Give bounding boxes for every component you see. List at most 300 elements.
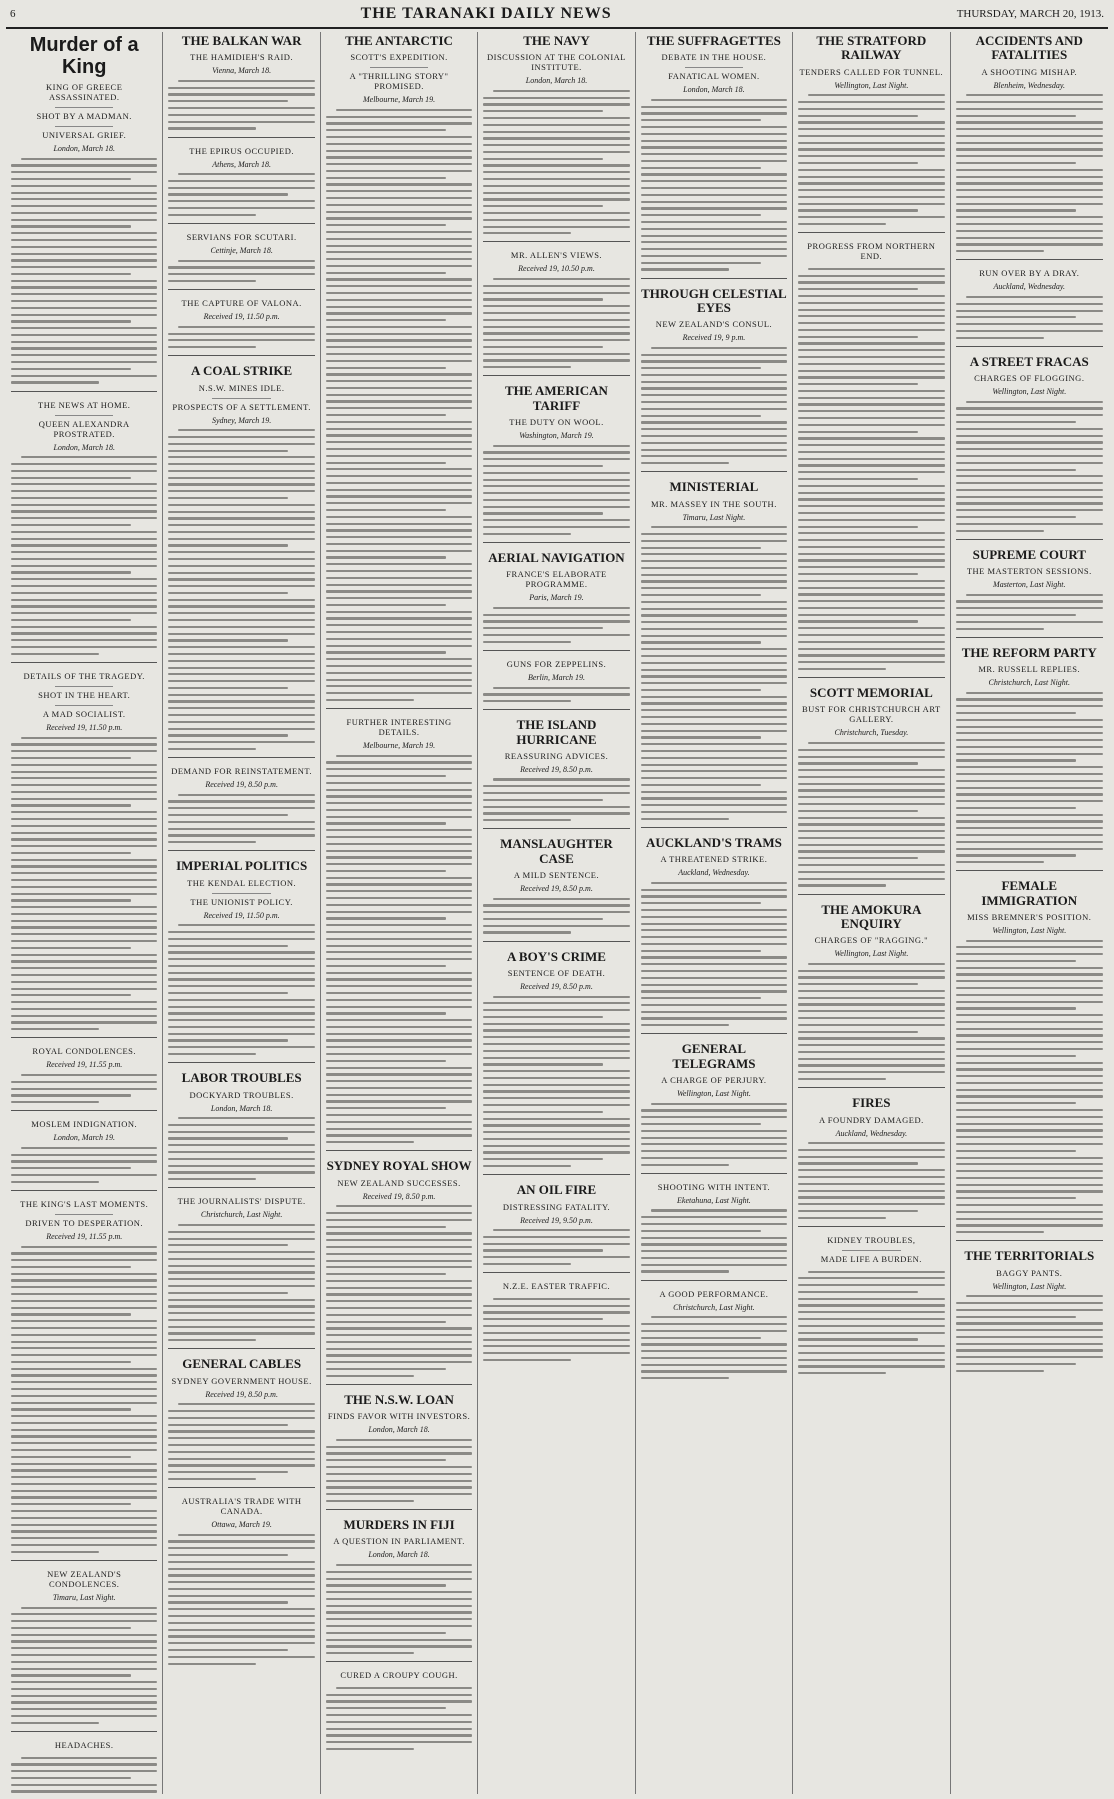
text-line <box>11 571 131 573</box>
text-line <box>641 428 787 430</box>
text-line <box>641 173 787 175</box>
text-line <box>798 223 886 225</box>
text-line <box>11 1770 157 1772</box>
article-subheading: N.S.W. MINES IDLE. <box>198 382 285 393</box>
article <box>483 650 629 702</box>
text-line <box>483 911 629 913</box>
text-line <box>11 1490 157 1492</box>
text-line <box>11 1503 131 1505</box>
article-dateline: Auckland, Wednesday. <box>835 1128 908 1138</box>
article-subheading: A SHOOTING MISHAP. <box>981 66 1078 77</box>
text-line <box>11 1259 157 1261</box>
column-6 <box>793 32 950 1794</box>
text-line <box>326 1121 472 1123</box>
text-line <box>956 1349 1103 1351</box>
text-line <box>798 1064 944 1066</box>
text-line <box>11 178 131 180</box>
text-line <box>641 743 787 745</box>
text-line <box>798 1365 944 1367</box>
text-line <box>326 1734 472 1736</box>
article-dateline: Wellington, Last Night. <box>992 925 1067 935</box>
text-line <box>326 1721 472 1723</box>
text-line <box>956 746 1103 748</box>
text-line <box>641 608 787 610</box>
text-line <box>11 1681 157 1683</box>
text-line <box>956 448 1103 450</box>
text-line <box>641 119 761 121</box>
article-dateline: Wellington, Last Night. <box>834 949 909 959</box>
text-line <box>966 940 1103 942</box>
text-line <box>326 353 472 355</box>
text-line <box>11 605 157 607</box>
text-line <box>326 1134 472 1136</box>
text-line <box>168 450 288 452</box>
text-line <box>641 764 787 766</box>
text-line <box>11 1530 157 1532</box>
text-line <box>11 375 157 377</box>
text-line <box>168 1332 314 1334</box>
text-line <box>956 987 1103 989</box>
text-line <box>641 682 787 684</box>
text-line <box>168 1464 314 1466</box>
text-line <box>326 795 472 797</box>
article-body <box>956 594 1103 630</box>
text-line <box>956 773 1103 775</box>
text-line <box>326 1307 472 1309</box>
text-line <box>956 337 1044 339</box>
text-line <box>483 693 629 695</box>
article-subheading: THE KENDAL ELECTION. <box>187 877 297 888</box>
text-line <box>11 205 157 207</box>
text-line <box>168 1278 314 1280</box>
text-line <box>956 861 1044 863</box>
text-line <box>956 428 1103 430</box>
text-line <box>168 1046 314 1048</box>
text-line <box>326 489 472 491</box>
article <box>798 677 944 886</box>
article-body <box>798 963 944 1080</box>
text-line <box>956 148 1103 150</box>
text-line <box>11 653 99 655</box>
text-line <box>641 614 787 616</box>
text-line <box>798 1037 944 1039</box>
article-subheading: FURTHER INTERESTING DETAILS. <box>346 717 452 738</box>
text-line <box>168 1561 314 1563</box>
text-line <box>326 1452 472 1454</box>
text-line <box>11 1174 157 1176</box>
text-line <box>641 655 787 657</box>
article <box>168 1348 314 1480</box>
text-line <box>483 346 603 348</box>
text-line <box>483 634 629 636</box>
text-line <box>798 519 944 521</box>
text-line <box>178 794 314 796</box>
text-line <box>808 963 944 965</box>
text-line <box>11 1286 157 1288</box>
article-body <box>483 996 629 1168</box>
text-line <box>483 479 629 481</box>
text-line <box>326 768 472 770</box>
article-body <box>956 94 1103 252</box>
text-line <box>11 1266 131 1268</box>
article <box>11 391 157 655</box>
text-line <box>483 485 629 487</box>
article-dateline: Washington, March 19. <box>519 431 594 441</box>
article <box>168 137 314 216</box>
text-line <box>641 1223 787 1225</box>
text-line <box>11 1081 157 1083</box>
article-headline: THE REFORM PARTY <box>961 644 1097 660</box>
text-line <box>326 529 472 531</box>
text-line <box>651 882 787 884</box>
article-body <box>168 1403 314 1480</box>
text-line <box>326 1707 446 1709</box>
text-line <box>798 614 944 616</box>
text-line <box>11 368 131 370</box>
article <box>956 1240 1103 1372</box>
text-line <box>178 326 314 328</box>
text-line <box>326 502 472 504</box>
text-line <box>168 107 314 109</box>
newspaper-title: THE TARANAKI DAILY NEWS <box>360 5 612 22</box>
article-dateline: London, March 18. <box>53 144 115 153</box>
text-line <box>641 936 787 938</box>
text-line <box>326 1260 472 1262</box>
text-line <box>956 189 1103 191</box>
text-line <box>326 782 472 784</box>
text-line <box>641 730 787 732</box>
text-line <box>641 956 787 958</box>
text-line <box>326 1748 414 1750</box>
text-line <box>956 1177 1103 1179</box>
text-line <box>326 129 446 131</box>
text-line <box>493 1298 629 1300</box>
text-line <box>326 550 472 552</box>
text-line <box>483 512 603 514</box>
text-line <box>798 1291 918 1293</box>
article-subheading: HEADACHES. <box>54 1739 114 1750</box>
text-line <box>326 231 472 233</box>
text-line <box>168 707 314 709</box>
text-line <box>483 1263 571 1265</box>
text-line <box>11 906 157 908</box>
text-line <box>11 626 157 628</box>
article-subheading: FANATICAL WOMEN. <box>668 71 760 82</box>
text-line <box>641 214 761 216</box>
article-dateline: Received 19, 8.50 p.m. <box>205 780 278 790</box>
article <box>483 1272 629 1361</box>
text-line <box>641 553 787 555</box>
text-line <box>798 370 944 372</box>
text-line <box>956 726 1103 728</box>
text-line <box>641 702 787 704</box>
text-line <box>798 101 944 103</box>
text-line <box>168 680 314 682</box>
text-line <box>798 1024 944 1026</box>
text-line <box>641 1364 787 1366</box>
text-line <box>966 94 1103 96</box>
article-subheading: UNIVERSAL GRIEF. <box>42 130 127 140</box>
text-line <box>483 1009 629 1011</box>
text-line <box>641 228 787 230</box>
text-line <box>483 117 629 119</box>
text-line <box>956 1302 1103 1304</box>
article-headline: ACCIDENTS AND FATALITIES <box>975 33 1083 63</box>
text-line <box>326 543 472 545</box>
article-body <box>168 1534 314 1665</box>
text-line <box>956 960 1077 962</box>
text-line <box>798 776 944 778</box>
text-line <box>798 526 918 528</box>
text-line <box>168 972 314 974</box>
text-line <box>11 293 157 295</box>
text-line <box>21 737 157 739</box>
article-dateline: Received 19, 8.50 p.m. <box>520 764 593 774</box>
text-line <box>168 511 314 513</box>
text-line <box>326 870 446 872</box>
text-line <box>326 1006 472 1008</box>
text-line <box>168 1258 314 1260</box>
text-line <box>168 931 314 933</box>
text-line <box>641 641 761 643</box>
text-line <box>168 463 314 465</box>
article-dateline: Blenheim, Wednesday. <box>993 80 1066 90</box>
text-line <box>956 421 1077 423</box>
text-line <box>956 1068 1103 1070</box>
text-line <box>326 1598 472 1600</box>
article <box>11 662 157 1030</box>
text-line <box>326 346 472 348</box>
article-subheading: A "THRILLING STORY" PROMISED. <box>349 71 449 92</box>
text-line <box>168 700 314 702</box>
text-line <box>956 1116 1103 1118</box>
text-line <box>11 632 157 634</box>
deck-divider <box>212 893 271 894</box>
text-line <box>956 841 1103 843</box>
article-body <box>11 1147 157 1183</box>
text-line <box>956 223 1103 225</box>
text-line <box>168 1554 288 1556</box>
text-line <box>11 818 157 820</box>
text-line <box>641 669 787 671</box>
text-line <box>966 594 1103 596</box>
text-line <box>11 578 157 580</box>
text-line <box>168 1244 288 1246</box>
text-line <box>483 918 603 920</box>
text-line <box>798 620 918 622</box>
text-line <box>326 360 472 362</box>
text-line <box>798 390 944 392</box>
text-line <box>326 658 472 660</box>
text-line <box>798 970 944 972</box>
text-line <box>326 278 472 280</box>
text-line <box>483 1111 603 1113</box>
article-body <box>956 692 1103 864</box>
text-line <box>11 463 157 465</box>
text-line <box>641 580 787 582</box>
text-line <box>641 791 787 793</box>
text-line <box>326 1327 472 1329</box>
article <box>326 1384 472 1502</box>
text-line <box>168 1581 314 1583</box>
text-line <box>326 306 472 308</box>
article-dateline: Received 19, 11.50 p.m. <box>203 312 280 322</box>
article <box>11 1560 157 1724</box>
deck-divider <box>370 67 429 68</box>
article-subheading: THE EPIRUS OCCUPIED. <box>189 145 294 156</box>
text-line <box>493 278 629 280</box>
text-line <box>11 1627 131 1629</box>
article <box>956 259 1103 338</box>
article <box>483 709 629 821</box>
text-line <box>168 667 314 669</box>
text-line <box>493 898 629 900</box>
text-line <box>168 193 288 195</box>
text-line <box>956 628 1044 630</box>
text-line <box>11 646 157 648</box>
text-line <box>326 177 446 179</box>
text-line <box>483 178 629 180</box>
text-line <box>641 194 787 196</box>
text-line <box>326 1632 446 1634</box>
article-body <box>483 90 629 235</box>
text-line <box>641 146 787 148</box>
article-body <box>11 1246 157 1553</box>
article-subheading: SYDNEY GOVERNMENT HOUSE. <box>171 1375 312 1386</box>
text-line <box>798 342 944 344</box>
text-line <box>483 806 629 808</box>
text-line <box>956 1055 1077 1057</box>
article-subheading: CURED A CROUPY COUGH. <box>340 1670 458 1681</box>
text-line <box>798 1058 944 1060</box>
text-line <box>11 852 131 854</box>
text-line <box>11 811 157 813</box>
text-line <box>641 187 787 189</box>
text-line <box>483 359 629 361</box>
text-line <box>326 292 472 294</box>
text-line <box>168 1540 314 1542</box>
text-line <box>798 796 944 798</box>
text-line <box>483 458 629 460</box>
text-line <box>956 753 1103 755</box>
text-line <box>956 475 1103 477</box>
text-line <box>483 451 629 453</box>
text-line <box>641 415 761 417</box>
text-line <box>483 164 629 166</box>
text-line <box>641 387 787 389</box>
article-subheading: BUST FOR CHRISTCHURCH ART GALLERY. <box>802 704 941 725</box>
article <box>956 637 1103 864</box>
text-line <box>11 1181 99 1183</box>
article-dateline: London, March 18. <box>368 1550 430 1560</box>
article <box>168 1187 314 1341</box>
text-line <box>11 1015 157 1017</box>
text-line <box>798 1176 944 1178</box>
article-dateline: Received 19, 9.50 p.m. <box>520 1215 593 1225</box>
text-line <box>11 225 131 227</box>
text-line <box>11 920 157 922</box>
article-body <box>168 1117 314 1180</box>
text-line <box>808 268 944 270</box>
text-line <box>11 185 157 187</box>
text-line <box>168 1649 288 1651</box>
text-line <box>11 1395 157 1397</box>
text-line <box>483 819 571 821</box>
article-subheading: THE DUTY ON WOOL. <box>509 417 604 428</box>
text-line <box>641 1237 787 1239</box>
text-line <box>956 509 1103 511</box>
text-line <box>641 547 761 549</box>
text-line <box>641 367 761 369</box>
text-line <box>11 504 157 506</box>
text-line <box>326 1107 446 1109</box>
article-headline: SCOTT MEMORIAL <box>809 685 933 701</box>
text-line <box>168 807 314 809</box>
text-line <box>798 1325 944 1327</box>
text-line <box>956 237 1103 239</box>
article-subheading: AUSTRALIA'S TRADE WITH CANADA. <box>181 1496 302 1517</box>
article-body <box>956 940 1103 1234</box>
text-line <box>483 1002 629 1004</box>
text-line <box>326 789 472 791</box>
text-line <box>798 641 944 643</box>
text-line <box>956 101 1103 103</box>
text-line <box>798 478 918 480</box>
text-line <box>11 974 157 976</box>
article <box>956 346 1103 532</box>
text-line <box>168 93 314 95</box>
text-line <box>336 1439 472 1441</box>
article-dateline: London, March 18. <box>683 85 745 95</box>
text-line <box>11 354 157 356</box>
article-headline: A BOY'S CRIME <box>507 948 606 964</box>
text-line <box>956 1197 1077 1199</box>
text-line <box>641 984 787 986</box>
article-dateline: Melbourne, March 19. <box>362 95 436 105</box>
text-line <box>11 838 157 840</box>
text-line <box>641 567 787 569</box>
text-line <box>168 490 314 492</box>
text-line <box>798 1003 944 1005</box>
text-line <box>956 462 1103 464</box>
text-line <box>11 1101 99 1103</box>
text-line <box>798 817 944 819</box>
article-body <box>798 742 944 887</box>
article-body <box>11 737 157 1031</box>
text-line <box>326 1314 472 1316</box>
text-line <box>11 798 157 800</box>
article <box>326 1661 472 1750</box>
text-line <box>798 329 944 331</box>
text-line <box>11 1402 157 1404</box>
text-line <box>483 339 629 341</box>
text-line <box>326 1645 472 1647</box>
text-line <box>493 445 629 447</box>
article-subheading: SERVIANS FOR SCUTARI. <box>186 232 297 243</box>
text-line <box>11 524 131 526</box>
article-body <box>641 1103 787 1166</box>
text-line <box>168 551 314 553</box>
text-line <box>326 651 446 653</box>
text-line <box>956 719 1103 721</box>
text-line <box>483 465 603 467</box>
text-line <box>956 807 1077 809</box>
text-line <box>11 592 157 594</box>
text-line <box>326 326 472 328</box>
text-line <box>956 203 1103 205</box>
text-line <box>956 787 1103 789</box>
text-line <box>326 414 446 416</box>
